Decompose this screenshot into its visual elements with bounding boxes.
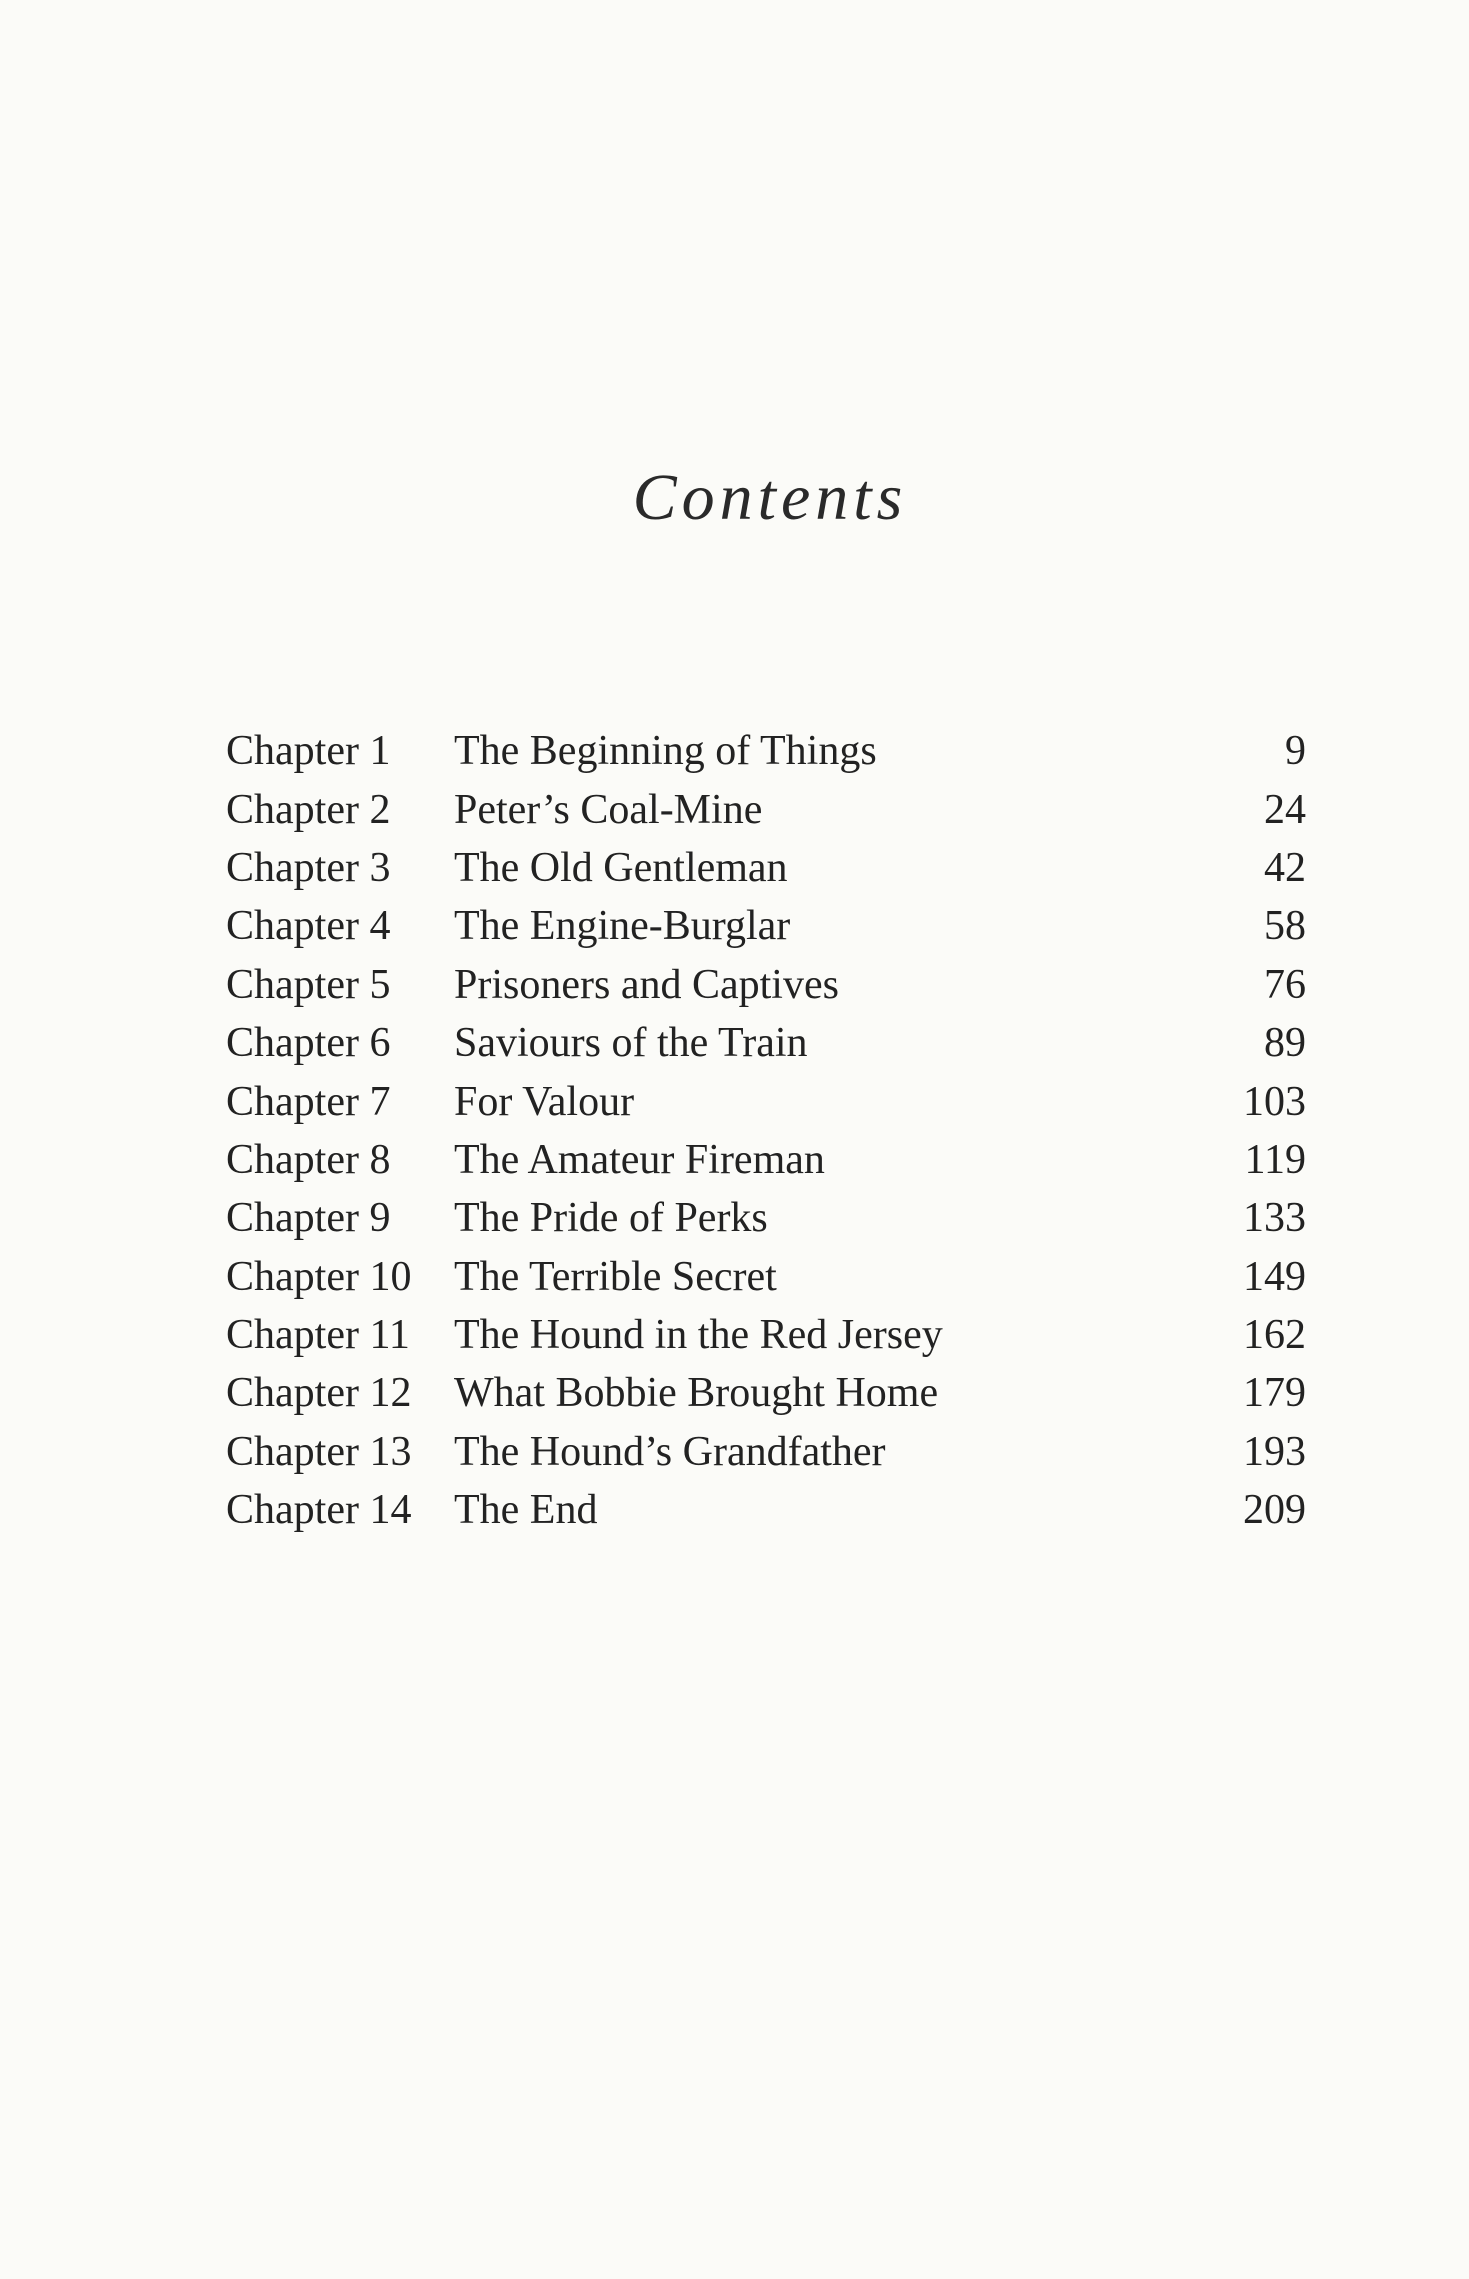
table-of-contents [226, 722, 1306, 1539]
page-number: 76 [1264, 961, 1306, 1008]
toc-row [226, 1189, 1306, 1247]
chapter-number: Chapter 1 [226, 728, 391, 775]
chapter-title: Prisoners and Captives [454, 961, 839, 1008]
page-number: 209 [1243, 1487, 1306, 1534]
toc-row [226, 1131, 1306, 1189]
chapter-title: The Terrible Secret [454, 1253, 777, 1300]
chapter-title: For Valour [454, 1078, 635, 1125]
page-number: 133 [1243, 1195, 1306, 1242]
page-number: 179 [1243, 1370, 1306, 1417]
toc-row [226, 1481, 1306, 1539]
toc-row [226, 1364, 1306, 1422]
chapter-number: Chapter 13 [226, 1428, 412, 1475]
chapter-number: Chapter 2 [226, 786, 391, 833]
chapter-title: The Hound’s Grandfather [454, 1428, 886, 1475]
toc-row [226, 956, 1306, 1014]
toc-row [226, 1248, 1306, 1306]
page-number: 103 [1243, 1078, 1306, 1125]
chapter-title: The Amateur Fireman [454, 1136, 825, 1183]
chapter-title: The Pride of Perks [454, 1195, 768, 1242]
toc-row [226, 897, 1306, 955]
page-number: 58 [1264, 903, 1306, 950]
toc-body [226, 722, 1306, 1539]
page-number: 193 [1243, 1428, 1306, 1475]
chapter-number: Chapter 6 [226, 1020, 391, 1067]
page-number: 42 [1264, 844, 1306, 891]
chapter-number: Chapter 5 [226, 961, 391, 1008]
chapter-title: The Engine-Burglar [454, 903, 791, 950]
chapter-title: Peter’s Coal-Mine [454, 786, 763, 833]
chapter-number: Chapter 9 [226, 1195, 391, 1242]
chapter-number: Chapter 10 [226, 1253, 412, 1300]
page-title: Contents [632, 461, 908, 534]
page-number: 149 [1243, 1253, 1306, 1300]
chapter-title: The Old Gentleman [454, 844, 788, 891]
chapter-number: Chapter 12 [226, 1370, 412, 1417]
toc-row [226, 1306, 1306, 1364]
toc-row [226, 1072, 1306, 1130]
chapter-number: Chapter 7 [226, 1078, 391, 1125]
chapter-title: The Hound in the Red Jersey [454, 1312, 943, 1359]
chapter-number: Chapter 8 [226, 1136, 391, 1183]
toc-row [226, 1423, 1306, 1481]
chapter-title: What Bobbie Brought Home [454, 1370, 939, 1417]
page-number: 162 [1243, 1312, 1306, 1359]
toc-row [226, 1014, 1306, 1072]
toc-row [226, 839, 1306, 897]
page-number: 89 [1264, 1020, 1306, 1067]
page-number: 24 [1264, 786, 1306, 833]
page-number: 9 [1285, 728, 1306, 775]
chapter-title: Saviours of the Train [454, 1020, 808, 1067]
chapter-title: The Beginning of Things [454, 728, 877, 775]
chapter-number: Chapter 3 [226, 844, 391, 891]
toc-row [226, 722, 1306, 780]
chapter-number: Chapter 4 [226, 903, 391, 950]
page-number: 119 [1244, 1136, 1306, 1183]
chapter-number: Chapter 11 [226, 1312, 410, 1359]
chapter-title: The End [454, 1487, 598, 1534]
chapter-number: Chapter 14 [226, 1487, 412, 1534]
toc-row [226, 780, 1306, 838]
